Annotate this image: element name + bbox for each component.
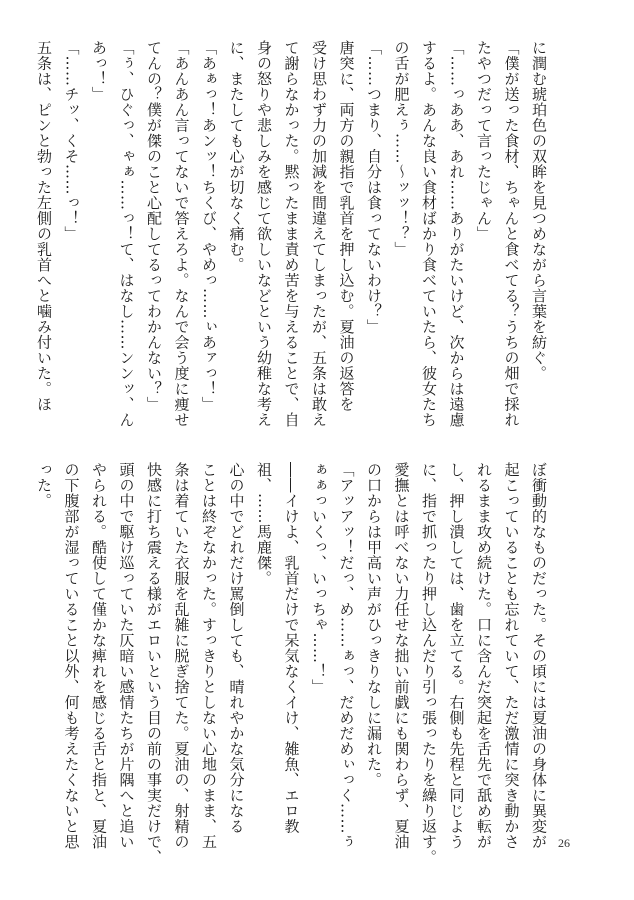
text-line: 受け思わず力の加減を間違えてしまったが、五条は敢え [310, 40, 328, 428]
text-line: の舌が肥えぅ……～ッッ！？」 [392, 40, 411, 257]
text-line: 起こっていることも忘れていて、ただ激情に突き動かさ [502, 462, 521, 850]
text-line: 「ぅ、ひぐっ、ゃぁ……っ！て、はなし……ンンッ、ん [117, 40, 136, 428]
text-line: 愛撫とは呼べない力任せな拙い前戯にも関わらず、夏油 [392, 462, 411, 850]
text-line: ぁぁっいくっ、いっちゃ……！」 [310, 462, 328, 695]
text-line: 「あぁっ！あンッ！ちくび、やめっ……ぃあァっ！」 [200, 40, 218, 412]
text-line: 条は着ていた衣服を乱雑に脱ぎ捨てた。夏油の、射精の [172, 462, 191, 850]
text-line: 「アッアッ！だっ、め……ぁっ、だめだめぃっく……ぅ [337, 462, 356, 850]
text-line: に潤む琥珀色の双眸を見つめながら言葉を紡ぐ。 [530, 40, 548, 381]
text-line: ――イけよ、乳首だけで呆気なくイけ、雑魚、エロ教 [282, 462, 301, 834]
text-line: 快感に打ち震える様がエロいという目の前の事実だけで、 [145, 462, 163, 865]
text-line: の口からは甲高い声がひっきりなしに漏れた。 [365, 462, 383, 788]
text-line: に、指で抓ったり押し込んだり引っ張ったりを繰り返す。 [420, 462, 438, 865]
text-line: するよ。あんな良い食材ばかり食べていたら、彼女たち [420, 40, 438, 428]
text-line: 「……つまり、自分は食ってないわけ？」 [365, 40, 383, 335]
text-line: 「あんあん言ってないで答えろよ。なんで会う度に痩せ [172, 40, 191, 428]
page-number: 26 [558, 836, 570, 850]
text-line: てんの？僕が傑のこと心配してるってわかんない？」 [145, 40, 163, 412]
text-line: ぼ衝動的なものだった。その頃には夏油の身体に異変が [530, 462, 548, 850]
text-line: った。 [35, 462, 53, 509]
text-line: 頭の中で駆け巡っていた仄暗い感情たちが片隅へと追い [117, 462, 136, 850]
text-line: し、押し潰しては、歯を立てる。右側も先程と同じよう [447, 462, 466, 850]
text-line: 五条は、ピンと勃った左側の乳首へと噛み付いた。ほ [35, 40, 53, 412]
top-text-block [35, 40, 552, 428]
text-line: 唐突に、両方の親指で乳首を押し込む。夏油の返答を [337, 40, 356, 412]
text-line: れるまま攻め続けた。口に含んだ突起を舌先で舐め転が [475, 462, 493, 850]
text-line: 身の怒りや悲しみを感じて欲しいなどという幼稚な考え [255, 40, 273, 428]
text-line: あっ！」 [90, 40, 108, 102]
text-line: に、またしても心が切なく痛む。 [227, 40, 246, 273]
text-line: 「……っああ、あれ……ありがたいけど、次からは遠慮 [447, 40, 466, 428]
text-line: 「……チッ、くそ……っ！」 [62, 40, 81, 242]
text-line: 心の中でどれだけ罵倒しても、晴れやかな気分になる [227, 462, 246, 834]
text-line: たやつだって言ったじゃん」 [475, 40, 493, 242]
text-line: ことは終ぞなかった。すっきりとしない心地のまま、五 [200, 462, 218, 850]
bottom-text-block [35, 462, 552, 865]
text-line: やられる。酷使して僅かな痺れを感じる舌と指と、夏油 [90, 462, 108, 850]
text-line: 「僕が送った食材、ちゃんと食べてる？うちの畑で採れ [502, 40, 521, 428]
text-line: の下腹部が湿っていること以外、何も考えたくないと思 [62, 462, 81, 850]
text-line: て謝らなかった。黙ったまま責め苦を与えることで、自 [282, 40, 301, 428]
text-line: 祖、……馬鹿傑。 [255, 462, 273, 586]
